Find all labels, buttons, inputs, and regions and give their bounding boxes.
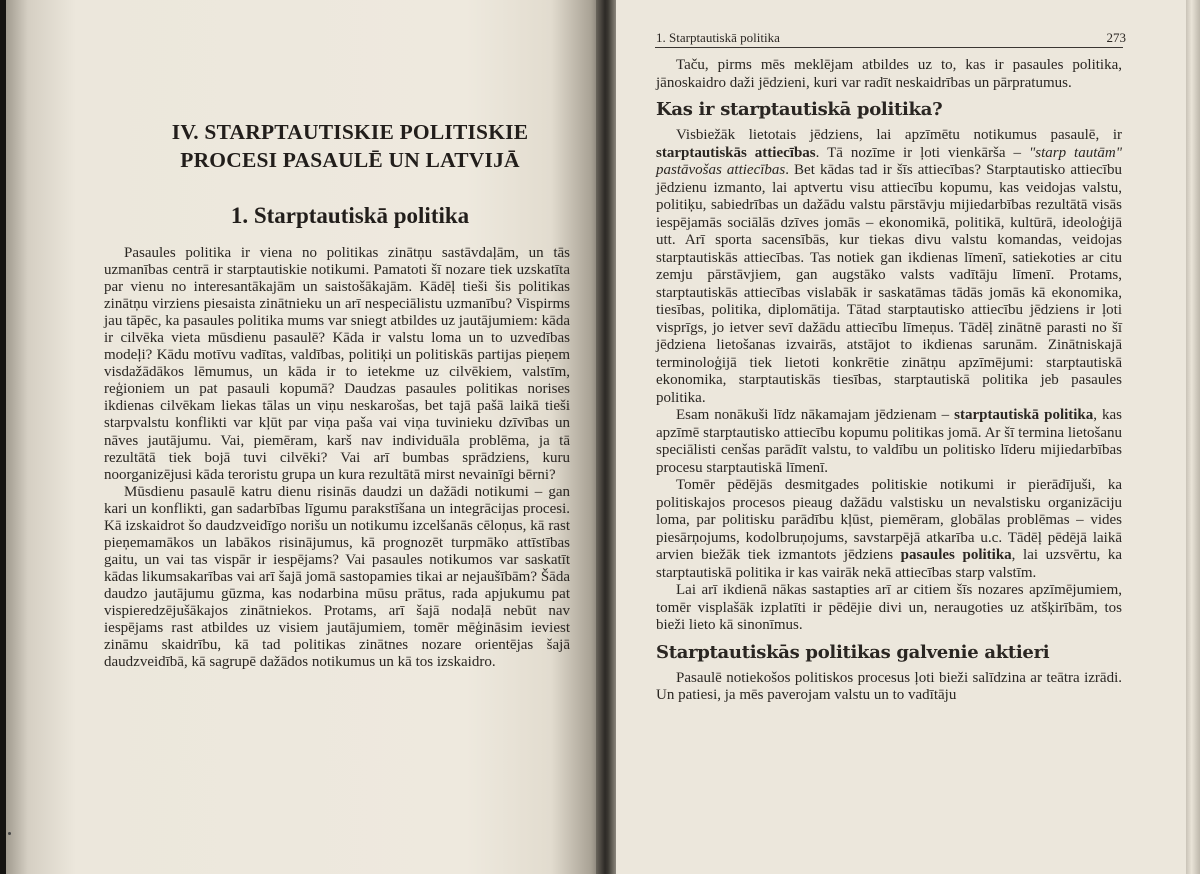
text-run: . Tā nozīme ir ļoti vienkārša – [815,144,1029,161]
text-run: , lai uzsvērtu, ka starptautiskā politika ir kas vairāk nekā attiecības starp valstīm. [656,547,1122,581]
text-run: Visbiežāk lietotais jēdziens, lai apzīmētu notikumus pasaulē, ir [676,127,1122,143]
text-run: , kas apzīmē starptautisko attiecību kopumu politikas jomā. Ar šī termina lietošanu speciālisti cenšas parādīt valstu, to valdību un politisko līderu mijiedarbības procesu starptautiskā līmenī. [656,407,1123,476]
text-run: . Bet kādas tad ir šīs attiecības? Starptautisko attiecību jēdzienu izmanto, lai aptvertu visu attiecību kopumu, kas veidojas valstu, politiķu, sabiedrības un dažādu valstu pārstāvju mijiedarbības rezultātā visās iespējamās sociālās dzīves jomās – ekonomikā, politikā, kultūrā, ideoloģijā utt. Arī sporta sacensībās, kur tiekas divu valstu komandas, veidojas starptautiskās attiecības. Tas notiek gan ikdienas līmenī, satiekoties ar citu zemju pārstāvjiem, gan augstāko valsts vadītāju līmenī. Protams, starptautiskās attiecības vislabāk ir saskatāmas tādās jomās kā ekonomika, tiesības, politika, diplomātija. Tātad starptautisko attiecību jēdziens ir ļoti visprīgs, jo ietver sevī dažādu attiecību līmeņus. Tādēļ zinātnē parasti no šī jēdziena lietošanas izvairās, atstājot to ikdienas sarunām. Zinātniskajā terminoloģijā tiek lietoti konkrētie zinātņu apzīmējumi: starptautiskā ekonomika, starptautiskās tiesības, starptautiskā politika jeb pasaules politika. [656,162,1122,406]
paragraph: Lai arī ikdienā nākas sastapties arī ar citiem šīs nozares apzīmējumiem, tomēr visplašāk izplatīti ir pēdējie divi un, neraugoties uz atšķirībām, tos bieži lieto kā sinonīmus. [656,582,1122,633]
paragraph [656,127,1122,407]
chapter-title-line2: PROCESI PASAULĒ UN LATVIJĀ [180,148,520,172]
header-rule [655,47,1123,48]
subheading: Starptautiskās politikas galvenie aktieri [656,641,1050,663]
bold-term: starptautiskās attiecības [656,144,816,161]
running-head [656,30,1126,46]
running-head-title: 1. Starptautiskā politika [656,30,780,45]
paragraph [656,407,1122,477]
section-title: 1. Starptautiskā politika [230,203,470,228]
bold-term: pasaules politika [900,547,1012,563]
text-run: Tomēr pēdējās desmitgades politiskie notikumi ir pierādījuši, ka politiskajos procesos pieaug dažādu valstisku un nevalstisku organizāciju loma, par politisku parādību kļūst, piemēram, globālas problēmas – vides piesārņojums, kodolbruņojums, savstarpējā atkarība u.c. Tādēļ pēdējā laikā arvien biežāk tiek izmantots jēdziens [656,477,1122,563]
left-body-text [104,245,570,671]
subheading: Kas ir starptautiskā politika? [656,99,943,120]
chapter-title-line1: IV. STARPTAUTISKIE POLITISKIE [171,120,529,144]
chapter-title [100,118,600,174]
page-edge [1186,0,1200,874]
text-run: Esam nonākuši līdz nākamajam jēdzienam – [676,407,955,423]
paragraph: Pasaulē notiekošos politiskos procesus ļoti bieži salīdzina ar teātra izrādi. Un patiesi, ja mēs paverojam valstu un to vadītāju [656,669,1122,703]
paragraph: Pasaules politika ir viena no politikas zinātņu sastāvdaļām, un tās uzmanības centrā ir starptautiskie notikumi. Pamatoti šī nozare tiek uzskatīta par vienu no interesantākajām un saistošākajām. Kādēļ tieši šis politikas zinātņu virziens piesaista zinātnieku un arī nespeciālistu uzmanību? Vispirms jau tāpēc, ka pasaules politika mums var sniegt atbildes uz jautājumiem: kāda ir cilvēka vieta mūsdienu pasaulē? Kāda ir valstu loma un to uzvedības modeļi? Kādu motīvu vadītas, valdības, politiķi un politiskās partijas pieņem visdažādākos lēmumus, un kāda ir to ietekme uz cilvēkiem, valstīm, reģioniem un pat pasauli kopumā? Daudzas pasaules politikas norises ikdienas cilvēkam liekas tālas un viņu neskarošas, bet tajā pašā laikā tieši starpvalstu konflikti var kļūt par viņa paša vai viņa tuvinieku dzīvības un nāves jautājumu. Vai, piemēram, karš nav individuāla problēma, ja tā rezultātā tiek bojā tuvi cilvēki? Vai arī bumbas sprādziens, kuru noorganizējusi kāda teroristu grupa un kura rezultātā mirst nevainīgi bērni? [104,245,570,483]
paragraph: Mūsdienu pasaulē katru dienu risinās daudzi un dažādi notikumi – gan kari un konflikti, gan sadarbības līgumu parakstīšana un integrācijas procesi. Kā izskaidrot šo daudzveidīgo norišu un notikumu izcelšanās cēloņus, kā rast pieņemamākos un labākos risinājumus, kā prognozēt turpmāko attīstības gaitu, un vai tas vispār ir iespējams? Vai pasaules notikumos var saskatīt kādas likumsakarības vai arī šajā jomā sastopamies tikai ar nejaušībām? Šāda daudzo jautājumu gūzma, kas nodarbina mūsu prātus, rada apjukumu pat vispieredzējušākajos zinātniekos. Protams, arī šajā nodaļā nebūt nav iespējams rast atbildes uz visiem jautājumiem, tomēr mēģināsim ieviest zināmu skaidrību, kā tad politikas zinātnes nozare orientējas šajā daudzveidībā, kā sagrupē dažādos notikumus un kā tos izskaidro. [104,483,570,671]
right-body-text [656,57,1122,705]
margin-dot [8,832,11,835]
intro-paragraph: Taču, pirms mēs meklējam atbildes uz to, kas ir pasaules politika, jānoskaidro daži jēdzieni, kuri var radīt neskaidrības un pārpratumus. [656,57,1122,91]
paragraph [656,477,1122,582]
italic-term: "starp tautām" pastāvošas attiecības [656,144,1123,178]
page-number: 273 [1106,30,1126,45]
bold-term: starptautiskā politika [954,407,1094,423]
